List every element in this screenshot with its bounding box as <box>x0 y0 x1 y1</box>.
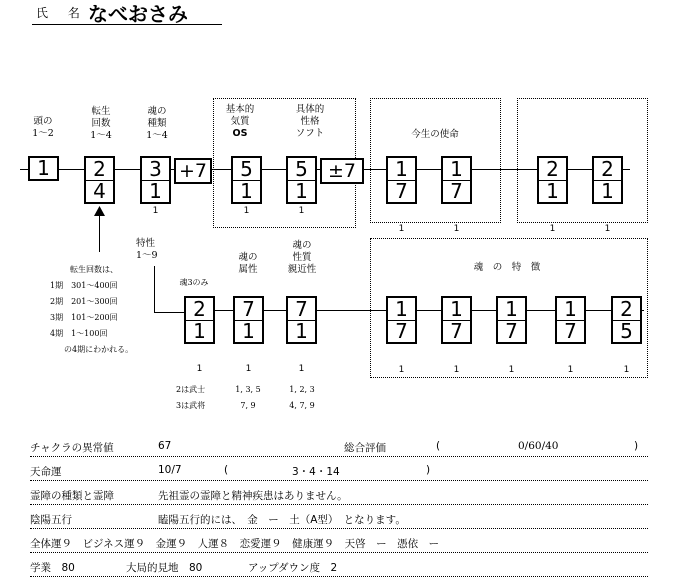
under-number: 1 <box>623 365 630 375</box>
kihon-label: 基本的 気質 OS <box>225 104 255 139</box>
extra-box-1: 2 1 <box>537 156 568 204</box>
bracket-horizontal <box>154 312 184 313</box>
head-label: 頭の 1〜2 <box>32 116 54 139</box>
bushi-note: 2は武士 3は武将 <box>176 385 206 410</box>
tokuchou-box-3: 1 7 <box>496 296 527 344</box>
taikyoku-text: 大局的見地 80 <box>126 562 203 574</box>
reishou-label: 霊障の種類と霊障 <box>30 490 114 502</box>
under-number: 1 <box>245 364 252 374</box>
tokuchou-box-1: 1 7 <box>386 296 417 344</box>
under-number: 1 <box>398 365 405 375</box>
tokusei-label: 特性 1〜9 <box>136 238 158 261</box>
under-number: 1 <box>604 224 611 234</box>
tokuchou-box-4: 1 7 <box>555 296 586 344</box>
tensei-box: 2 4 <box>84 156 115 204</box>
head-box: 1 <box>28 156 59 181</box>
sougou-label: 総合評価 <box>344 442 386 454</box>
gutai-box: 5 1 <box>286 156 317 204</box>
gakugyou-text: 学業 80 <box>30 562 75 574</box>
plusminus-seven-operator: ±7 <box>320 158 364 184</box>
under-number: 1 <box>567 365 574 375</box>
zoku-values: 1, 3, 5 7, 9 <box>235 385 261 410</box>
tenmei-detail: 3・4・14 <box>292 466 340 478</box>
konjou-box-2: 1 7 <box>441 156 472 204</box>
arrow-up-icon <box>94 206 105 216</box>
tenmei-row <box>30 462 648 481</box>
under-number: 1 <box>453 365 460 375</box>
chakra-label: チャクラの異常値 <box>30 442 114 454</box>
konjou-box-1: 1 7 <box>386 156 417 204</box>
seishitsu-box: 7 1 <box>286 296 317 344</box>
extra-box-2: 2 1 <box>592 156 623 204</box>
tama-box: 3 1 <box>140 156 171 204</box>
tensei-label: 転生 回数 1〜4 <box>90 106 112 141</box>
under-number: 1 <box>298 364 305 374</box>
tenmei-value: 10/7 <box>158 464 182 476</box>
person-name: なべおさみ <box>88 2 188 26</box>
under-number: 1 <box>298 206 305 216</box>
updown-text: アップダウン度 2 <box>248 562 338 574</box>
under-number: 1 <box>196 364 203 374</box>
tama3-box: 2 1 <box>184 296 215 344</box>
under-number: 1 <box>549 224 556 234</box>
konjou-label: 今生の使命 <box>411 129 459 140</box>
plus-seven-operator: +7 <box>174 158 212 184</box>
reishou-value: 先祖霊の霊障と精神疾患はありません。 <box>158 490 348 502</box>
seishitsu-label: 魂の 性質 親近性 <box>287 240 317 275</box>
gutai-label: 具体的 性格 ソフト <box>295 104 325 139</box>
tama3-label: 魂3のみ <box>179 278 209 287</box>
arrow-shaft <box>99 212 100 252</box>
name-label: 氏 名 <box>36 6 88 20</box>
tensei-note: 転生回数は、 1期 301〜400回 2期 201〜300回 3期 101〜200回 4期 1〜100回 の4期にわかれる。 <box>50 265 134 354</box>
seishitsu-values: 1, 2, 3 4, 7, 9 <box>289 385 315 410</box>
tenmei-open: ( <box>224 464 229 476</box>
name-underline <box>32 24 222 25</box>
tama-label: 魂の 種類 1〜4 <box>146 106 168 141</box>
inyou-row <box>30 510 648 529</box>
under-number: 1 <box>398 224 405 234</box>
under-number: 1 <box>508 365 515 375</box>
kihon-box: 5 1 <box>231 156 262 204</box>
sougou-close: ) <box>634 440 639 452</box>
gakugyou-row <box>30 558 648 577</box>
inyou-label: 陰陽五行 <box>30 514 72 526</box>
sougou-value: 0/60/40 <box>518 440 559 452</box>
sougou-open: ( <box>436 440 441 452</box>
zoku-box: 7 1 <box>233 296 264 344</box>
tenmei-close: ) <box>426 464 431 476</box>
chakra-value: 67 <box>158 440 172 452</box>
under-number: 1 <box>243 206 250 216</box>
under-number: 1 <box>152 206 159 216</box>
chakra-row <box>30 438 648 457</box>
under-number: 1 <box>453 224 460 234</box>
unsei-row <box>30 534 648 553</box>
inyou-value: 瞌陽五行的には、 金 ー 土（A型） となります。 <box>158 514 406 526</box>
zoku-label: 魂の 属性 <box>238 252 258 275</box>
tenmei-label: 天命運 <box>30 466 62 478</box>
tokuchou-box-2: 1 7 <box>441 296 472 344</box>
reishou-row <box>30 486 648 505</box>
tokuchou-box-5: 2 5 <box>611 296 642 344</box>
unsei-text: 全体運９ ビジネス運９ 金運９ 人運８ 恋愛運９ 健康運９ 天啓 ー 憑依 ー <box>30 538 440 550</box>
bracket-vertical <box>154 266 155 312</box>
tokuchou-label: 魂 の 特 徴 <box>473 262 541 273</box>
